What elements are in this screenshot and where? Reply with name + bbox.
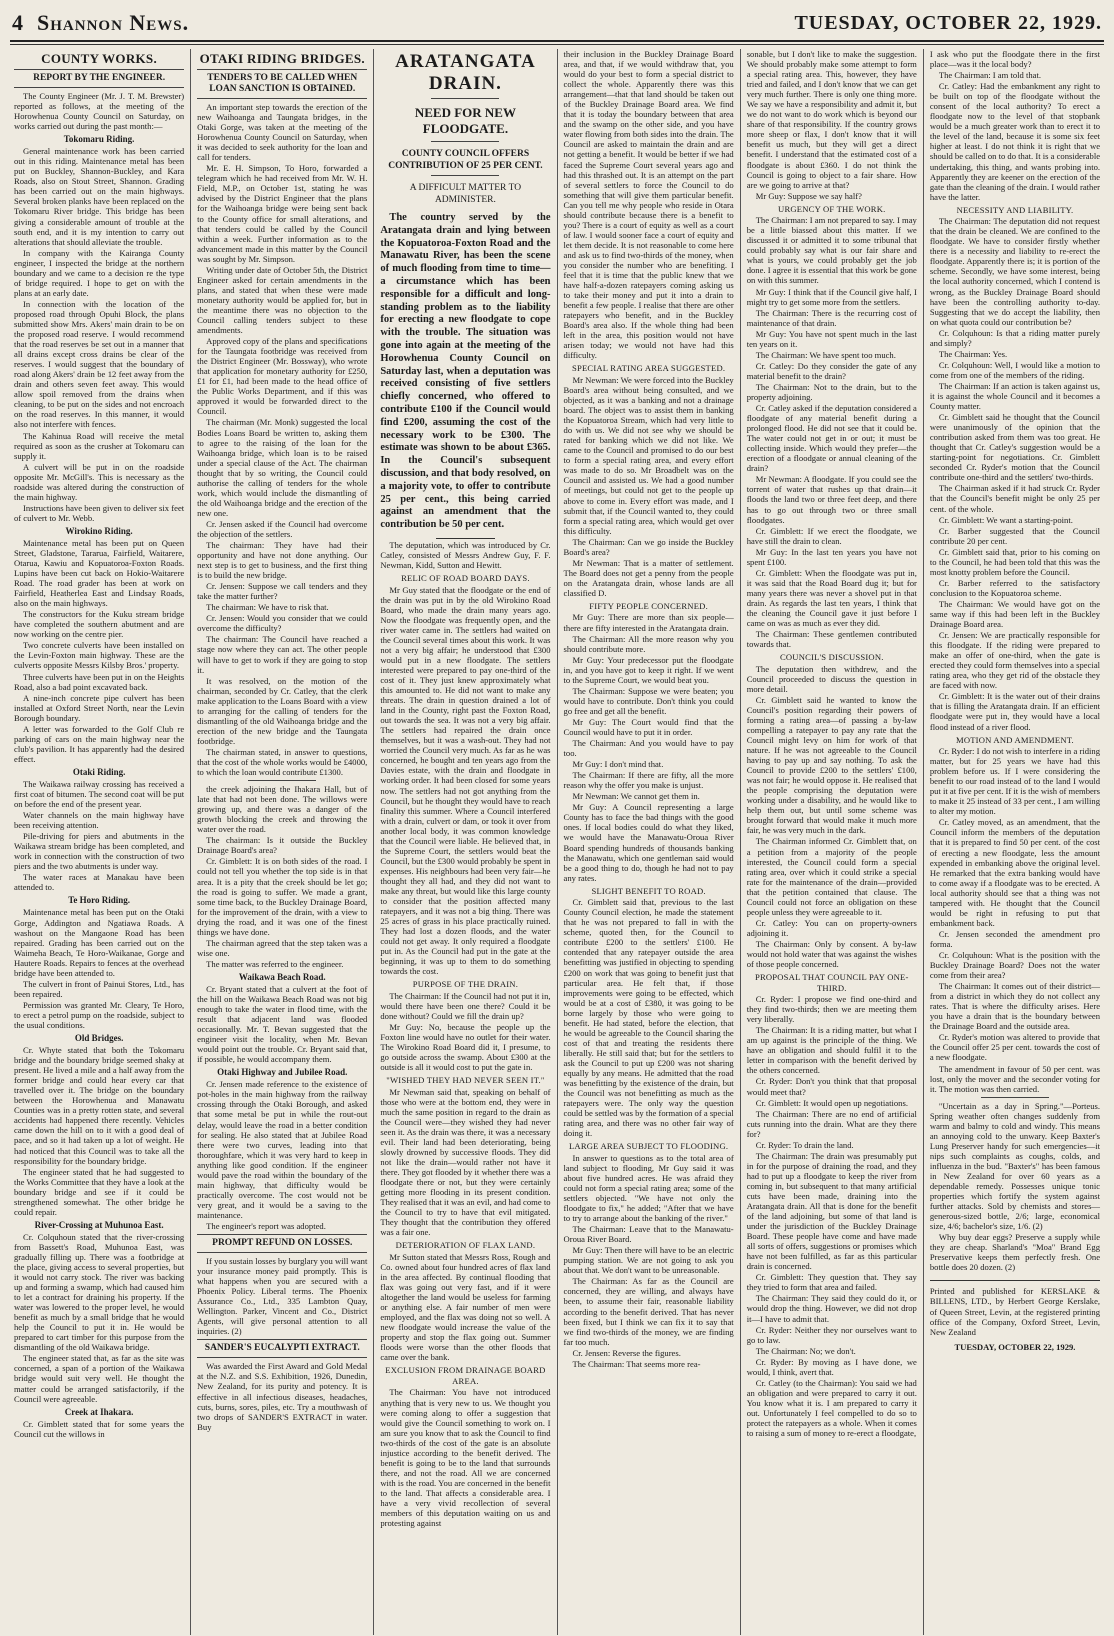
paragraph: Approved copy of the plans and specifications for the Taungata footbridge was received from the District Engineer (Mr. Bossway), who wrote that application for monetary authority for £250, £1 for £1, had been made to the head office of the Public Works Department, and if this was approved it would be forwarded direct to the Council. (197, 336, 368, 417)
article-body (747, 49, 917, 1438)
paragraph: Cr. Jensen: Reverse the figures. (572, 1347, 681, 1358)
paragraph: Cr. Jensen seconded the amendment pro forma. (929, 928, 1101, 949)
paragraph: The Chairman informed Cr. Gimblett that, on a petition from a majority of the people interested, the Council could form a special rating area, over which it could strike a special rate for the maintenance of the drain—provided that the petition contained that clause. The Council could not force an obligation on these people unless they were agreeable to it. (746, 836, 917, 917)
paragraph: Mr Newman: We were forced into the Buckley Board's area without being consulted, and we objected, as it was a banking and not a drainage board. The object was to assist them in banking the Kopuatoroa Stream, which had very little to do with us. We did not see why we should be rated for banking which we did not like. We came to the Council and promised to do our best to form a special rating area, and every effort was made to do so. Mr Broadbelt was on the Council and assisted us. We had a good number of meetings, but could not get to the people up above to come in. Every effort was made, and I submit that, if the Council wanted to, they could form a special rating area, which would get over this difficulty. (563, 374, 734, 536)
advert-heading: SANDER'S EUCALYPTI EXTRACT. (197, 1339, 367, 1358)
paragraph: The matter was referred to the engineer. (206, 958, 344, 969)
imprint-date: TUESDAY, OCTOBER 22, 1929. (954, 1341, 1076, 1352)
paragraph: The Chairman: Not to the drain, but to the property adjoining. (746, 381, 917, 402)
paragraph: The Chairman: There is the recurring cost of maintenance of that drain. (746, 307, 917, 328)
paragraph: The Chairman: If an action is taken against us, it is against the whole Council and it becomes a County matter. (929, 380, 1101, 412)
paragraph: Mr Guy: The Court would find that the Council would have to put it in order. (563, 716, 734, 737)
section-heading: EXCLUSION FROM DRAINAGE BOARD AREA. (385, 1365, 546, 1386)
paragraph: Water channels on the main highway have been receiving attention. (14, 810, 185, 831)
paragraph: Cr. Jensen: Suppose we call tenders and they take the matter further? (197, 581, 368, 602)
paragraph: The Chairman: We would have got on the same way if this had been left in the Buckley Drainage Board area. (929, 598, 1101, 630)
paragraph: Instructions have been given to deliver six feet of culvert to Mr. Webb. (14, 502, 185, 523)
section-heading: Creek at Ihakara. (64, 1406, 134, 1417)
paragraph: It was resolved, on the motion of the chairman, seconded by Cr. Catley, that the clerk make application to the Loans Board with a view to arranging for the calling of tenders for the dismantling of the old Waihoanga bridge and the erection of the new bridge and the Taungata footbridge. (197, 675, 368, 746)
paragraph: A nine-inch concrete pipe culvert has been installed at Oxford Street North, near the Levin Borough boundary. (14, 692, 185, 723)
masthead (8, 6, 1106, 40)
section-heading: Old Bridges. (74, 1033, 124, 1044)
paragraph: Cr. Colquhoun stated that the river-crossing from Bassett's Road, Muhunoa East, was gradually filling up. There was a footbridge at the place, giving access to several properties, but it would not carry stock. The river was backing up and forming a swamp, which had caused him to let a contract for draining his property. If the water was lowered to the proper level, he would benefit as much by a small bridge that he would help the Council to put it in. He would be prepared to cart timber for this purpose from the dismantling of the old Waikawa bridge. (14, 1231, 185, 1353)
paragraph: Three culverts have been put in on the Heights Road, also a bad point excavated back. (14, 671, 185, 692)
paragraph: sonable, but I don't like to make the suggestion. We should probably make some attempt to form a special rating area. This, however, they have tried and failed, and I don't know that we can get very much further. There is only one thing more. We say we have a responsibility and admit it, but we do not want to do work which is beyond our share of that responsibility. If the country grows more sheep or flax, I don't know that it will benefit us much, but they will get a direct benefit. I understand that the estimated cost of a floodgate is about £360. I do not think the Council is going to object to a fair share. How are we going to arrive at that? (746, 49, 917, 190)
column-6 (924, 49, 1106, 1635)
paragraph: Cr. Ryder: By moving as I have done, we would, I think, avert that. (746, 1356, 917, 1377)
paragraph: The Chairman: Suppose we were beaten; you would have to contribute. Don't think you could go free and get all the benefit. (563, 685, 734, 716)
paragraph: The water races at Manakau have been attended to. (14, 872, 185, 893)
paragraph: Cr. Jensen asked if the Council had overcome the objection of the settlers. (197, 518, 368, 539)
section-heading: URGENCY OF THE WORK. (778, 203, 886, 214)
paragraph: Why buy dear eggs? Preserve a supply while they are cheap. Sharland's "Moa" Brand Egg Preservative keeps them perfectly fresh. One bottle does 20 dozen. (2) (929, 1232, 1101, 1273)
paragraph: The chairman: The Council have reached a stage now where they can act. The other people will have to get to work if they are going to stop it. (197, 634, 368, 675)
column-1 (8, 49, 191, 1635)
masthead-rule (10, 40, 1104, 42)
paragraph: The Chairman: It comes out of their district—from a district in which they do not collect any rates. That is where the difficulty arises. Here you have a drain that is the boundary between the Drainage Board and the outside area. (929, 981, 1101, 1032)
paragraph: The Chairman: The deputation did not request that the drain be cleaned. We are confined to the floodgate. We have to consider firstly whether there is a necessity and liability to re-erect the floodgate. Apparently there is; it is portion of the scheme. Secondly, we have some interest, being the local authority concerned, which I contend is wrong, as the Buckley Drainage Board should have been the controlling authority to-day. Suggesting that we do accept the liability, then on what quota could our contribution be? (929, 216, 1101, 327)
paragraph: Cr. Gimblett stated that for some years the Council cut the willows in (14, 1418, 185, 1439)
paragraph: The deputation, which was introduced by Cr. Catley, consisted of Messrs Andrew Guy, F. F. Newman, Kidd, Sutton and Hewitt. (380, 539, 551, 571)
section-heading: SLIGHT BENEFIT TO ROAD. (591, 885, 706, 896)
paragraph: A culvert will be put in on the roadside opposite Mr. McGill's. This is necessary as the roadside was altered during the construction of the main highway. (14, 461, 185, 502)
paragraph: Pile-driving for piers and abutments in the Waikawa stream bridge has been completed, and work in connection with the construction of two piers and the two abutments is under way. (14, 831, 185, 872)
paragraph: Cr. Gimblett: If we erect the floodgate, we have still the drain to clean. (746, 525, 917, 546)
section-heading: MOTION AND AMENDMENT. (955, 734, 1074, 745)
paragraph: The Chairman: Only by consent. A by-law would not hold water that was against the wishes of those people concerned. (746, 938, 917, 970)
paragraph: The chairman: They have had their opportunity and have not done anything. Our next step is to get to business, and the first thing is to build the new bridge. (197, 540, 368, 581)
paragraph: Cr. Ryder: To drain the land. (755, 1139, 854, 1150)
paragraph: Mr Guy: You have not spent much in the last ten years on it. (746, 328, 917, 349)
paragraph: The Chairman: There are no end of artificial cuts running into the drain. What are they there for? (746, 1108, 917, 1139)
paragraph: Cr. Whyte stated that both the Tokomaru bridge and the boundary bridge seemed shaky at present. He lived a mile and a half away from the former bridge and could hear every car that travelled over it. The bridge on the boundary between the Horowhenua and Manawatu Counties was in a pretty rotten state, and several accidents had happened there recently. Vehicles came down the hill on to it with a good deal of pace, and so it had taken up a lot of weight. He had noticed that this Council was to take all the responsibility for the boundary bridge. (14, 1045, 185, 1166)
feature-deck-2: A DIFFICULT MATTER TO ADMINISTER. (409, 183, 522, 205)
paragraph: The Chairman: I am not prepared to say. I may be a little biassed about this matter. If we discussed it or admitted it to some tribunal that could probably say what is our fair share and what is yours, we could probably get the job done. I agree it is essential that this work be gone on with this summer. (746, 215, 917, 286)
paragraph: The Chairman: I am told that. (938, 70, 1042, 81)
paragraph: In answer to questions as to the total area of land subject to flooding, Mr Guy said it was about five hundred acres. He was afraid they could not form a special rating area; some of the settlers objected. "We have not only the floodgate to fix," he added; "After that we have to try to arrange about the banking of the river." (563, 1152, 734, 1224)
article-body (14, 91, 184, 1439)
paragraph: The Chairman: And you would have to pay too. (563, 738, 734, 759)
paragraph: Maintenance metal has been put on the Otaki Gorge, Addington and Ngatiawa Roads. A washout on the Mangaone Road has been repaired. Grading has been carried out on the Waimeha Beach, Te Horo-Waikanae, Gorge and Hautere Roads. Repairs to fences at the overhead bridge have been attended to. (14, 907, 185, 978)
paragraph: The engineer's report was adopted. (206, 1220, 326, 1231)
paragraph: Cr. Ryder's motion was altered to provide that the Council offer 25 per cent. towards the cost of a new floodgate. (929, 1032, 1101, 1063)
paragraph: The Chairman: Can we go inside the Buckley Board's area? (563, 536, 734, 557)
paragraph: Mr Guy: No, because the people up the Foxton line would have no outlet for their water. The Wirokino Road Board did it, I presume, to go outside across the swamp. About £300 at the outside is all it would cost to put the gate in. (380, 1022, 551, 1073)
paragraph: The Chairman: As far as the Council are concerned, they are willing, and always have been, to assume their fair, reasonable liability according to the benefit derived. That has never been fixed, but I think we can fix it to say that we find two-thirds of the money, we are finding far too much. (563, 1276, 734, 1347)
section-heading: Te Horo Riding. (68, 895, 130, 906)
paragraph: The Kahinua Road will receive the metal required as soon as the crusher at Tokomaru can supply it. (14, 430, 185, 461)
feature-lead: The country served by the Aratangata drain and lying between the Kopuatoroa-Foxton Road and the Manawatu River, has been the scene of much flooding from time to time—a circumstance which has been responsible for a difficult and long-standing problem as to the liability for erecting a new floodgate to cope with the trouble. The situation was gone into again at the meeting of the Horowhenua County Council on Saturday last, when a deputation was received consisting of five settlers chiefly concerned, who offered to contribute £100 if the Council would find £200, assuming the cost of the necessary work to be £300. The estimate was shown to be about £365. In the Council's subsequent discussion, and that body resolved, on a majority vote, to offer to contribute 25 per cent., this being carried against an amendment that the contribution be 50 per cent. (380, 212, 550, 539)
paragraph: Cr. Gimblett: We want a starting-point. (938, 514, 1073, 525)
article-subtitle: REPORT BY THE ENGINEER. (14, 69, 184, 88)
article-body (930, 49, 1100, 1272)
section-heading: Otaki Riding. (72, 766, 126, 777)
paragraph: Cr. Barber referred to the satisfactory conclusion to the Kopuatoroa scheme. (929, 577, 1101, 598)
paragraph: Mr Newman said that, speaking on behalf of those who were at the bottom end, they were in much the same position in regard to the drain as the Council were—they wished they had never seen it. As the drain was there, it was a necessary evil. Their land had been deteriorating, being slowly drowned by successive floods. They did not like the drain—would rather not have it there. They got flooded by it whether there was a floodgate there or not, but they were certainly getting more flooding in its present condition. They realised that it was an evil, and had come to the Council to try to have that evil mitigated. They thought that the contribution they offered was a fair one. (380, 1086, 551, 1238)
paragraph: Mr Sutton stated that Messrs Ross, Rough and Co. owned about four hundred acres of flax land in the area affected. By continual flooding that flax was going out very fast, and if it were altogether the land would be useless for farming or anything else. A fair number of men were employed, and the flax was doing not so well. A new floodgate would increase the value of the property and stop the flax going out. Summer floods were worse than the other floods that came over the bank. (380, 1251, 551, 1363)
paragraph: Cr. Ryder: Don't you think that that proposal would meet that? (746, 1076, 917, 1097)
paragraph: Cr. Ryder: Neither they nor ourselves want to go to law. (746, 1324, 917, 1345)
paragraph: Writing under date of October 5th, the District Engineer asked for certain amendments in the plans, and stated that when these were made monetary authority would be applied for, but in the meantime there was no objection to the Council calling tenders subject to these amendments. (197, 264, 368, 336)
printer-imprint (930, 1280, 1100, 1351)
feature-deck: COUNTY COUNCIL OFFERS CONTRIBUTION OF 25 PER CENT. (388, 149, 543, 171)
column-2 (191, 49, 374, 1635)
paragraph: Cr. Gimblett said that, prior to his coming on to the Council, he had been told that this was the most knotty problem before the Council. (929, 546, 1101, 577)
paragraph: Cr. Gimblett: When the floodgate was put in, it was said that the Road Board dug it; but for many years there was never a shovel put in that drain. As regards the last ten years, I think that the cleaning the Council gave it just before I came on was as much as ever they did. (746, 567, 917, 629)
paragraph: Mr Guy: Your predecessor put the floodgate in, and you have got to keep it right. If we went to the Supreme Court, we would beat you. (563, 654, 734, 685)
paragraph: The Chairman: They said they could do it, or would drop the thing. However, we did not drop it—I have to admit that. (746, 1293, 917, 1324)
paragraph: Cr. Gimblett: It is on both sides of the road. I could not tell you whether the top side is in that area. It is a pity that the creek should be let go; the road is going to suffer. We made a grant, some time back, to the Buckley Drainage Board, for the improvement of the drain, with a view to drying the road, and it was one of the finest things we have done. (197, 856, 368, 937)
column-3 (374, 49, 557, 1635)
paragraph: Cr. Catley (to the Chairman): You said we had an obligation and were prepared to carry it out. You know what it is. I am prepared to carry it out. Unfortunately I feel compelled to do so to protect the ratepayers as a whole. When it comes to raising a sum of money to re-erect a floodgate, (746, 1377, 917, 1439)
paragraph: Cr. Barber suggested that the Council contribute 20 per cent. (929, 525, 1101, 546)
paragraph: The Waikawa railway crossing has received a first coat of bitumen. The second coat will be put on before the end of the present year. (14, 778, 185, 810)
divider (248, 780, 316, 781)
paragraph: Cr. Gimblett: They question that. They say they tried to form that area and failed. (746, 1272, 917, 1293)
paragraph: The culvert in front of Painui Stores, Ltd., has been repaired. (14, 978, 185, 999)
imprint-text: Printed and published for KERSLAKE & BILLENS, LTD., by Herbert George Kerslake, of Queen Street, Levin, at the registered printing office of the Company, Oxford Street, Levin, New Zealand (929, 1286, 1101, 1337)
paragraph: Cr. Ryder: I propose we find one-third and they find two-thirds; then we are meeting them very liberally. (746, 994, 917, 1025)
paragraph: Permission was granted Mr. Cleary, Te Horo, to erect a petrol pump on the roadside, subject to the usual conditions. (14, 999, 185, 1030)
paragraph: Mr. E. H. Simpson, To Horo, forwarded a telegram which he had received from Mr. W. H. Field, M.P., on October 1st, stating he was advised by the District Engineer that the plans for the Waihoanga bridge were being sent back to the County office for small alterations, and that tenders could be called by the Council within a week. Further information as to the advancement made in this matter by the Council was sought by Mr. Simpson. (197, 163, 368, 264)
paragraph: Cr. Catley moved, as an amendment, that the Council inform the members of the deputation that it is prepared to find 50 per cent. of the cost of erecting a new floodgate, less the amount expended in embanking above the original level. He remarked that the extra banking would have to come away if a floodgate was to be erected. A local authority should see that a thing was not tampered with. He thought that the Council would be right in refusing to put that embankment back. (929, 817, 1101, 928)
section-heading: Waikawa Beach Road. (238, 971, 326, 982)
paragraph: The Chairman: You have not introduced anything that is very new to us. We thought you were coming along to offer a suggestion that would give the Council something to work on. I am sure you know that to ask the Council to find two-thirds of the cost of the gate is an absolute injustice according to the benefit derived. The benefit is going to be to the land that surrounds there, and not the road. All we are concerned with is the road. You are concerned in the benefit to the land. That affects a considerable area. I have a very vivid recollection of several members of this deputation waiting on us and protesting against (380, 1387, 551, 1529)
column-5 (741, 49, 924, 1635)
section-heading: COUNCIL'S DISCUSSION. (779, 652, 884, 663)
paragraph: The chairman: Is it outside the Buckley Drainage Board's area? (197, 835, 368, 856)
paragraph: Cr. Catley: You can on property-owners adjoining it. (746, 917, 917, 938)
paragraph: Cr. Gimblett: It would open up negotiations. (755, 1097, 908, 1108)
paragraph: Maintenance metal has been put on Queen Street, Gladstone, Tararua, Fairfield, Waitarere, Otarua, Kawiu and Kopuatoroa-Foxton Roads. Lupins have been cut back on Hokio-Waitarere Road. The road grader has been at work on Fairfield, Heatherlea East and Lindsay Roads, also on the main highways. (14, 537, 185, 609)
paragraph: The deputation then withdrew, and the Council proceeded to discuss the question in more detail. (746, 663, 917, 694)
paragraph: An important step towards the erection of the new Waihoanga and Taungata bridges, in the Otaki Gorge, was taken at the meeting of the Horowhenua County Council on Saturday, when it was decided to seek authority for the loan and call for tenders. (197, 102, 368, 163)
article-body (197, 102, 367, 1432)
paragraph: Cr. Gimblett: It is the water out of their drains that is filling the Aratangata drain. If an efficient floodgate were put in, they would have a local flood instead of a river flood. (929, 691, 1101, 732)
paragraph: In connection with the location of the proposed road through Opuhi Block, the plans submitted show Mrs. Akers' main drain to be on the proposed road reserve. I would recommend that the road reserves be set out in a manner that all drains except cross drains be clear of the reserves. I would suggest that the boundary of road along Akers' drain be 12 feet away from the drain and others seven feet away. This would allow spoil removed from the drains when cleaning, to be put on the sides and not encroach on the road reserves. In this manner, it would also not interfere with fences. (14, 298, 185, 430)
paragraph: The Chairman: That seems more rea- (572, 1358, 701, 1369)
section-heading: RELIC OF ROAD BOARD DAYS. (401, 573, 530, 584)
section-heading: PROPOSAL THAT COUNCIL PAY ONE-THIRD. (754, 972, 909, 993)
paragraph: Mr Guy: In the last ten years you have not spent £100. (746, 546, 917, 567)
paper-name: Shannon News. (37, 10, 190, 35)
paragraph: Mr Guy stated that the floodgate or the end of the drain was put in by the old Wirokino Road Board, who made the drain many years ago. Now the floodgate was frequently open, and the river water came in. The settlers had waited on the Council several times about this work. It was not a very big affair; he understood that £300 would put in a new floodgate. The settlers interested were prepared to pay one-third of the cost of it. They just knew approximately what this amounted to. He did not want to make any threats. The drain in question drained a lot of land in the County, right past the Foxton Road, out towards the sea. It was not a very big affair. The settlers had repaired the drain once themselves, but it was a wash-out. They had not worried the Council very much. As far as he was concerned, he bought and ten years ago from the Davies estate, with the drain and floodgate in working order. It had been closed for some years now. The settlers had not got anything from the Council, but he thought they would have to reach finality this summer. Where a Council interfered with a drain, culvert or dam, or took it over from another local body, it was common knowledge that the Council were liable. He believed that, in the Supreme Court, the settlers would beat the Council, but the £300 would probably be spent in expenses. His neighbours had been very fair—he thought they all had, and they did not want to make any threat, but would like this large county to consider that the position affected many ratepayers, and it was not a big thing. There was 25 acres of grass in his place practically ruined. They had lost a dozen floods, and the water could not get away. It only required a floodgate put in. As the Council had put in the gate at the beginning, it was up to them to do something towards the cost. (380, 584, 551, 977)
paragraph: The amendment in favour of 50 per cent. was lost, only the mover and the seconder voting for it. The motion was then carried. (929, 1063, 1101, 1094)
paragraph: A letter was forwarded to the Golf Club re parking of cars on the main highway near the club's pavilion. It has apparently had the desired effect. (14, 723, 185, 764)
article-title: OTAKI RIDING BRIDGES. (199, 51, 365, 66)
paragraph: Cr. Colquhoun: What is the position with the Buckley Drainage Board? Does not the water come from their area? (929, 949, 1101, 981)
divider (431, 98, 499, 99)
section-heading: DETERIORATION OF FLAX LAND. (395, 1240, 536, 1251)
paragraph: If you sustain losses by burglary you will want your insurance money paid promptly. This is what happens when you are secured with a Phoenix Policy. Liberal terms. The Phoenix Assurance Co., Ltd., 335 Lambton Quay, Wellington. Parker, Vincent and Co., District Agents, will give personal attention to all inquiries. (2) (197, 1256, 368, 1337)
paragraph: Mr Newman: That is a matter of settlement. The Board does not get a penny from the people on the Aratangata drain, whose lands are all classified D. (563, 557, 734, 598)
article-body (564, 49, 734, 1369)
article-subtitle: TENDERS TO BE CALLED WHEN LOAN SANCTION IS OBTAINED. (197, 69, 367, 99)
section-heading: "WISHED THEY HAD NEVER SEEN IT." (386, 1075, 545, 1086)
article-body (380, 540, 550, 1528)
paragraph: The Chairman: The drain was presumably put in for the purpose of draining the road, and they had to put up a floodgate to keep the river from coming in, but subsequent to that many artificial cuts have been made, draining into the Aratangata drain. All that is done for the benefit of the land adjoining, but some of that land is under the jurisdiction of the Buckley Drainage Board. These people have come and have made all sorts of offers, suggestions or promises which have not been fulfilled, as far as this particular drain is concerned. (746, 1150, 917, 1272)
paragraph: The engineer stated that, as far as the site was concerned, a span of a portion of the Waikawa bridge would suit very well. He thought the matter could be arranged satisfactorily, if the Council were agreeable. (14, 1353, 185, 1404)
paragraph: Mr Guy: Then there will have to be an electric pumping station. We are not going to ask you about that. We don't want to be unreasonable. (563, 1245, 734, 1276)
paragraph: The chairman: We have to risk that. (206, 602, 329, 613)
paragraph: I ask who put the floodgate there in the first place—was it the local body? (929, 49, 1101, 70)
paragraph: Mr Guy: I think that if the Council give half, I might try to get some more from the settlers. (746, 286, 917, 307)
section-heading: LARGE AREA SUBJECT TO FLOODING. (568, 1141, 729, 1152)
paragraph: The chairman (Mr. Monk) suggested the local Bodies Loans Board be written to, asking them to agree to the raising of the loan for the Waihoanga bridge, which loan is to be raised under a special clause of the Act. The chairman thought that by so writing, the Council could authorise the calling of tenders for the whole work, which would include the dismantling of the old Waihoanga bridge and the erection of the new one. (197, 417, 368, 518)
paragraph: In company with the Kairanga County engineer, I inspected the bridge at the northern boundary and we came to a decision re the type of bridge required. I hope to get on with the plans at an early date. (14, 247, 185, 298)
columns (8, 49, 1106, 1635)
article-title: COUNTY WORKS. (41, 51, 158, 66)
page-number: 4 (12, 10, 23, 35)
paragraph: Mr Guy: A Council representing a large County has to face the bad things with the good ones. If local bodies could do what they liked, we would have the Manawatu-Oroua River Board spending hundreds of thousands banking the Manawatu, which one gentleman said would be a good thing to do, though he had not to pay any rates. (563, 802, 734, 883)
paragraph: Cr. Catley: Had the embankment any right to be built on top of the floodgate without the consent of the local authority? To erect a floodgate now to the level of that stopbank would be a much greater work than to erect it to the level of the land, because it is some six feet higher at least. I do not think it is right that we should be called on to do that. It is a considerable undertaking, this thing, and wants probing into. Apparently they are keener on the erection of the gate than the cleaning of the drain. I would rather have the latter. (929, 81, 1101, 202)
advert-heading: PROMPT REFUND ON LOSSES. (197, 1234, 367, 1253)
paragraph: The engineer stated that he had suggested to the Works Committee that they have a look at the boundary bridge and see if it could be strengthened somewhat. The other bridge he could repair. (14, 1166, 185, 1217)
feature-subtitle: NEED FOR NEW FLOODGATE. (414, 105, 516, 136)
paragraph: The constructors for the Kuku stream bridge have completed the southern abutment and are now working on the centre pier. (14, 609, 185, 640)
feature-title: ARATANGATA DRAIN. (395, 51, 536, 94)
paragraph: The Chairman: It is a riding matter, but what I am up against is the principle of the thing. We have an obligation and should fulfil it to the letter in comparison with the benefit derived by the others concerned. (746, 1025, 917, 1076)
paragraph: Was awarded the First Award and Gold Medal at the N.Z. and S.S. Exhibition, 1926, Dunedin, New Zealand, for its purity and potency. It is effective in all infectious diseases, headaches, cuts, burns, sores, piles, etc. Try a mouthwash of two drops of SANDER'S EXTRACT in water. Buy (197, 1361, 368, 1432)
paragraph: Cr. Gimblett said that, previous to the last County Council election, he made the statement that he was not prepared to fall in with the scheme, quoted then, for the Council to contribute £200 to the settlers' £100. He contended that any ratepayer outside the area benefitting was justified in objecting to spending £200 on work that was going to benefit just that particular area. He felt that, if those improvements were going to be effected, which would be at a cost of £380, it was going to be borne largely by those who were going to benefit. He had stated, before the election, that he would be agreeable to the Council sharing the cost of that and treating the residents there liberally. He still said that; but for the settlers to ask the Council to put up £200 was not sharing equally by any means. He admitted that the road was benefitting by the existence of the drain, but the Council was not benefitting as much as the ratepayers were. The only way the question could be settled was by the formation of a special rating area, and there was no other fair way of doing it. (563, 897, 734, 1139)
paragraph: Cr. Ryder: I do not wish to interfere in a riding matter, but for 25 years we have had this problem before us. If I were considering the benefit to our road instead of to the land I would put it at five per cent. If it is the wish of members to make it 25 instead of 33 per cent., I am willing to alter my motion. (929, 746, 1101, 817)
paragraph: Cr. Bryant stated that a culvert at the foot of the hill on the Waikawa Beach Road was not big enough to take the water in flood time, with the result that adjacent land was flooded occasionally. Mr. T. Bevan suggested that the engineer visit the locality, when Mr. Bevan would point out the trouble. Cr. Bryant said that, if possible, he would accompany them. (197, 983, 368, 1065)
paragraph: The Chairman asked if it had struck Cr. Ryder that the Council's benefit might be only 25 per cent. of the whole. (929, 483, 1101, 514)
paragraph: The Chairman: These gentlemen contributed towards that. (746, 629, 917, 650)
column-4 (558, 49, 741, 1635)
issue-date: TUESDAY, OCTOBER 22, 1929. (794, 11, 1102, 34)
section-heading: FIFTY PEOPLE CONCERNED. (589, 600, 708, 611)
paragraph: Cr. Jensen: Would you consider that we could overcome the difficulty? (197, 613, 368, 634)
paragraph: Mr Guy: I don't mind that. (572, 759, 664, 770)
paragraph: The chairman agreed that the step taken was a wise one. (197, 937, 368, 958)
paragraph: Cr. Colquhoun: Well, I would like a motion to come from one of the members of the riding. (929, 359, 1101, 380)
section-heading: NECESSITY AND LIABILITY. (956, 204, 1074, 215)
paragraph: their inclusion in the Buckley Drainage Board area, and that, if we would withdraw that, you would do your best to form a special district to collect the whole. Apparently there was this arrangement—that that land should be taken out of the Buckley Drainage Board area. We find that it is today the boundary between that area and the swamp on the other side, and you have water flowing from both sides into the drain. The Council are asked to maintain the drain and are not getting a benefit. It would be better if we had faced the Supreme Court several years ago and had this thrashed out. It is an attempt on the part of several settlers to force the Council to do something that will give them particular benefit. Can you tell me why people who reside in Otara should contribute because there is a benefit to you? There is a court of equity as well as a court of law. I would sooner face a court of equity and let them decide. It is not reasonable to come here and ask us to find two-thirds of the money, when you consider the number who are benefiting. I feel that it is time that the public knew that we have half-a-dozen ratepayers coming asking us to take their money and put it into a drain to benefit a few people. I realise that there are other ratepayers who benefit, and in the Buckley Board's area also. If the whole thing had been left in the area, this position would not have arisen today; we would not have had this difficulty. (563, 49, 734, 361)
divider (431, 141, 499, 142)
paragraph: Two concrete culverts have been installed on the Levin-Foxton main highway. These are the culverts opposite Messrs Kilsby Bros.' property. (14, 640, 185, 671)
masthead-rule-thin (10, 44, 1104, 45)
section-heading: SPECIAL RATING AREA SUGGESTED. (571, 363, 726, 374)
paragraph: Cr. Jensen: We are practically responsible for this floodgate. If the riding were prepared to make an offer of one-third, when the gate is erected they could form themselves into a special rating area, who they get rid of the obstacle they are faced with now. (929, 630, 1101, 691)
paragraph: General maintenance work has been carried out in this riding. Maintenance metal has been put on Buckley, Shannon-Buckley, and Kara Roads, also on Stout Street, Shannon. Grading has been carried out on the main highways. Several broken planks have been replaced on the Tokomaru River bridge. This bridge has been giving a considerable amount of trouble at the south end, and it is my intention to carry out alterations that should alleviate the trouble. (14, 146, 185, 247)
paragraph: The Chairman: If there are fifty, all the more reason why the offer you make is unjust. (563, 770, 734, 791)
paragraph: Mr Guy: Suppose we say half? (755, 190, 862, 201)
paragraph: Mr Guy: There are more than six people—there are fifty interested in the Aratangata drain. (563, 612, 734, 633)
section-heading: PURPOSE OF THE DRAIN. (412, 979, 519, 990)
paragraph: Cr. Jensen made reference to the existence of pot-holes in the main highway from the railway crossing through the Otaki Borough, and asked that some metal be put in while the rout-out delay, would leave the road in a better condition for sealing. He also stated that at Jubilee Road there were two curves, leading into that thoroughfare, which it was very hard to keep in anything like good condition. If the engineer would pave the road within the boundary of the main highway, that difficulty would be practically overcome. The cost would not be very great, and it would be a saving to the maintenance. (197, 1079, 368, 1220)
section-heading: Wirokino Riding. (65, 525, 133, 536)
paragraph: The Chairman: Yes. (938, 348, 1008, 359)
paragraph: Cr. Colquhoun: Is that a riding matter purely and simply? (929, 327, 1101, 348)
paragraph: The Chairman: All the more reason why you should contribute more. (563, 633, 734, 654)
paragraph: The chairman stated, in answer to questions, that the cost of the whole works would be £4000, to which the loan would contribute £1300. (197, 746, 368, 778)
paragraph: The County Engineer (Mr. J. T. M. Brewster) reported as follows, at the meeting of the Horowhenua County Council on Saturday, on works carried out during the past month:— (14, 91, 185, 132)
paragraph: The Chairman: We have spent too much. (755, 349, 896, 360)
section-heading: Tokomaru Riding. (63, 134, 135, 145)
paragraph: Cr. Gimblett said he thought that the Council were unanimously of the opinion that the contribution asked from them was too great. He thought that Cr. Catley's suggestion would be a starting-point for negotiations. Cr. Gimblett seconded Cr. Ryder's motion that the Council contribute one-third and the settlers' two-thirds. (929, 412, 1101, 483)
paragraph: The Chairman: No; we don't. (755, 1345, 856, 1356)
paragraph: Cr. Catley asked if the deputation considered a floodgate of any material benefit during a prolonged flood. He did not see that it could be. The water could not get in or out; it must be collecting inside. Which would they prefer—the erection of a floodgate or annual cleaning of the drain? (746, 403, 917, 474)
divider (981, 1097, 1049, 1098)
paragraph: The Chairman: Leave that to the Manawatu-Oroua River Board. (563, 1224, 734, 1245)
paragraph: Mr Newman: We cannot get them in. (572, 791, 700, 802)
paragraph: the creek adjoining the Ihakara Hall, but of late that had not been done. The willows were growing up, and there was a danger of the growth blocking the creek and throwing the water over the road. (197, 784, 368, 835)
section-heading: River-Crossing at Muhunoa East. (34, 1219, 164, 1230)
paragraph: The Chairman: If the Council had not put it in, would there have been one there? Could it be done without? Could we fill the drain up? (380, 990, 551, 1021)
section-heading: Otaki Highway and Jubilee Road. (217, 1067, 348, 1078)
paragraph: Cr. Catley: Do they consider the gate of any material benefit to the drain? (746, 360, 917, 381)
paragraph: Cr. Gimblett said he wanted to know the Council's position regarding their powers of forming a rating area—of passing a by-law compelling a ratepayer to pay any rate that the Council might levy on him for work of that nature. If he was not agreeable to the Council having to pay up and say nothing. To ask the Council to provide £200 to the settlers' £100, was not fair; he would oppose it. He realised that the people comprising the deputation were working under a disability, and he would like to help them out, but until some scheme was brought forward that would make it much more fair, he was very much in the dark. (746, 694, 917, 836)
divider (431, 175, 499, 176)
paragraph: "Uncertain as a day in Spring."—Porteus. Spring weather often changes suddenly from warm and balmy to cold and windy. This means an annoying cold to the unwary. Keep Baxter's Lung Preserver handy for such emergencies—it nips such complaints as coughs, colds, and influenza in the bud. "Baxter's" has been famous in New Zealand for over 60 years as a dependable remedy. Possesses unique tonic properties which fortify the system against further attacks. Sold by chemists and stores—generous-sized bottle, 2/6; large, economical size, 4/6; bachelor's size, 1/6. (2) (929, 1100, 1101, 1232)
paragraph: Mr Newman: A floodgate. If you could see the torrent of water that rushes up that drain—it floods the land two or three feet deep, and there has to go out through two or three small floodgates. (746, 474, 917, 525)
